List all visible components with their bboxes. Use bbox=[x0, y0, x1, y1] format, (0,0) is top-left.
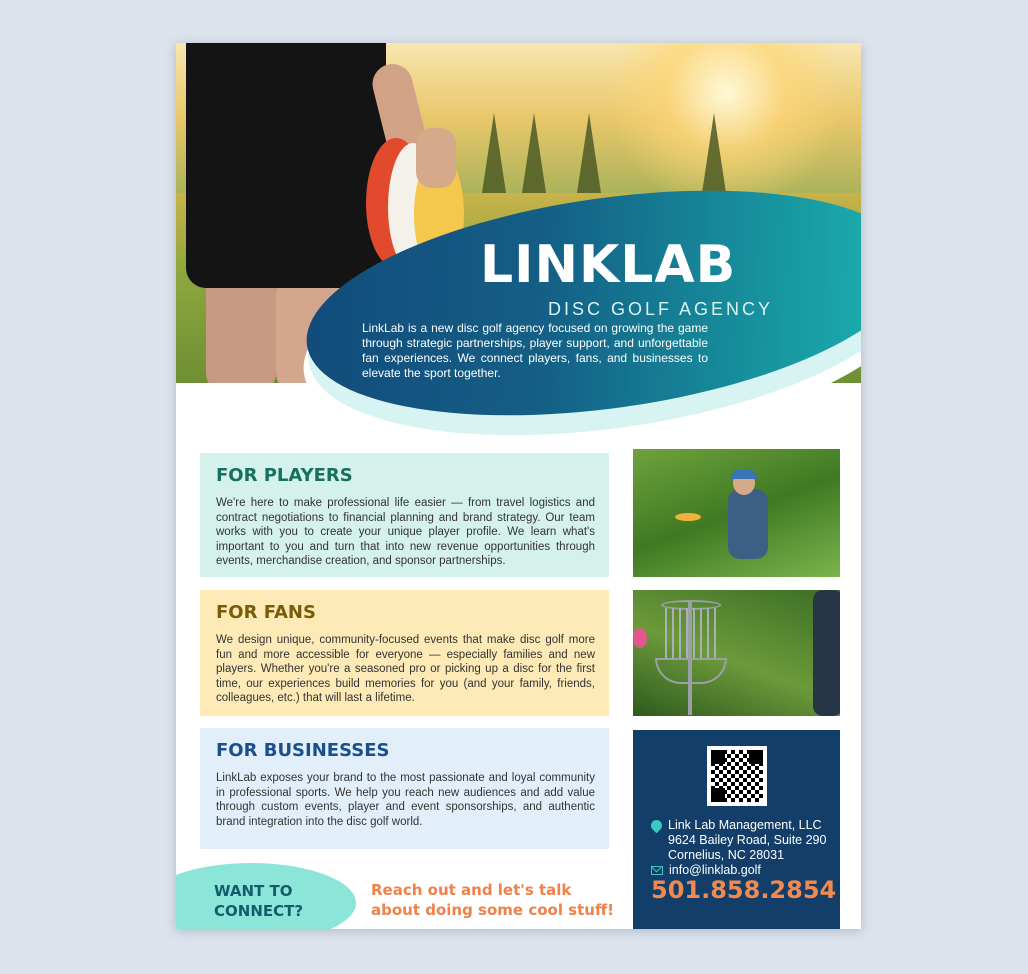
fans-heading: FOR FANS bbox=[216, 602, 316, 623]
basket-chains bbox=[665, 608, 717, 658]
flyer bbox=[176, 43, 861, 929]
businesses-heading: FOR BUSINESSES bbox=[216, 740, 390, 761]
fans-body: We design unique, community-focused events that make disc golf more fun and more accessible for everyone — especially families and new players. Whether you're a seasoned pro or picking up a disc for the first time, our experiences build memories for you (and your family, friends, colleagues, etc.) that will last a lifetime. bbox=[216, 634, 595, 704]
contact-panel bbox=[633, 730, 840, 929]
address-row bbox=[651, 818, 836, 863]
qr-code-pattern bbox=[711, 750, 763, 802]
contact-address bbox=[651, 818, 836, 878]
player-cap bbox=[731, 469, 757, 479]
players-heading: FOR PLAYERS bbox=[216, 465, 353, 486]
qr-code-icon[interactable] bbox=[707, 746, 767, 806]
reach-line-2: about doing some cool stuff! bbox=[371, 901, 614, 919]
players-body: We're here to make professional life easier — from travel logistics and contract negotiations to financial planning and brand strategy. Our team works with you to create your unique player profile. We learn what's important to you and turn that into new revenue opportunities through events, merchandise creation, and sponsor partnerships. bbox=[216, 497, 595, 567]
players-section bbox=[200, 453, 609, 577]
player-body bbox=[728, 489, 768, 559]
brand-subtitle: DISC GOLF AGENCY bbox=[548, 299, 774, 319]
fans-section bbox=[200, 590, 609, 716]
phone-number[interactable]: 501.858.2854 bbox=[651, 876, 837, 904]
mail-icon bbox=[651, 866, 663, 875]
pink-disc bbox=[633, 628, 647, 648]
businesses-section bbox=[200, 728, 609, 849]
connect-line-2: CONNECT? bbox=[214, 902, 304, 920]
street-address: 9624 Bailey Road, Suite 290 bbox=[668, 833, 827, 847]
reach-line-1: Reach out and let's talk bbox=[371, 881, 572, 899]
city-address: Cornelius, NC 28031 bbox=[668, 848, 785, 862]
basket-bowl bbox=[655, 658, 727, 684]
connect-callout bbox=[214, 881, 303, 921]
location-pin-icon bbox=[649, 818, 665, 834]
disc-basket-photo bbox=[633, 590, 840, 716]
company-name: Link Lab Management, LLC bbox=[668, 818, 822, 832]
player-hand bbox=[416, 128, 456, 188]
address-lines bbox=[668, 818, 826, 863]
email-link[interactable]: info@linklab.golf bbox=[669, 863, 761, 877]
brand-title: LINKLAB bbox=[480, 235, 737, 295]
player-shorts bbox=[186, 43, 386, 288]
reach-out-callout bbox=[371, 880, 614, 920]
player-throwing-photo bbox=[633, 449, 840, 577]
thrown-disc bbox=[675, 513, 701, 521]
connect-line-1: WANT TO bbox=[214, 882, 293, 900]
businesses-body: LinkLab exposes your brand to the most passionate and loyal community in professional sports. We help you reach new audiences and add value through custom events, player and event sponsorships, and authentic brand integration into the disc golf world. bbox=[216, 772, 595, 828]
brand-intro: LinkLab is a new disc golf agency focused on growing the game through strategic partnerships, player support, and unforgettable fan experiences. We connect players, fans, and businesses to elevate the sport together. bbox=[362, 321, 708, 380]
thrower-figure bbox=[813, 590, 840, 716]
